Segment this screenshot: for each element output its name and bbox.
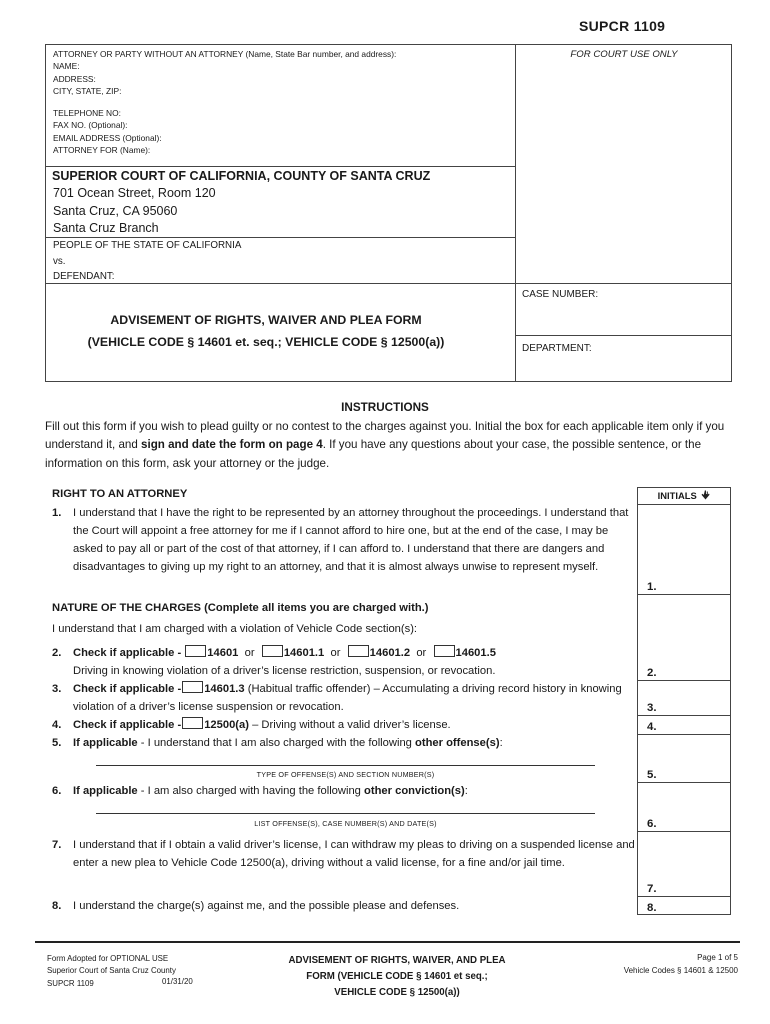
department-field[interactable]: [516, 335, 732, 382]
initials-box-6[interactable]: 6.: [638, 783, 730, 832]
title-block: [46, 283, 516, 382]
case-number-field[interactable]: [516, 283, 732, 335]
footer-form-title: ADVISEMENT OF RIGHTS, WAIVER, AND PLEA FORM (VEHICLE CODE § 14601 et seq.; VEHICLE CODE § 12500(a)): [288, 955, 506, 998]
item-1-number: 1.: [52, 507, 62, 519]
form-number: SUPCR 1109: [579, 18, 666, 34]
item-1-text: I understand that I have the right to be represented by an attorney throughout the proceedings. I understand that the Court will appoint a free attorney for me if I cannot afford to hire one, but at the end of the case, I may be asked to pay all or part of the cost of that attorney, if I can afford to. I understand that there are dangers and disadvantages to giving up my right to an attorney, and that it is almost always unwise to represent myself.: [73, 507, 629, 573]
attorney-for-label: ATTORNEY FOR (Name):: [53, 145, 151, 156]
item-8: [52, 897, 638, 915]
item-2: 2. Check if applicable - 14601 or 14601.1 or 14601.2 or 14601.5 Driving in knowing violation of a driver’s license restriction, suspension, or revocation.: [52, 644, 638, 680]
email-label: EMAIL ADDRESS (Optional):: [53, 132, 162, 143]
initials-box-2[interactable]: 2.: [638, 595, 730, 681]
charged-intro: I understand that I am charged with a violation of Vehicle Code section(s):: [52, 623, 418, 635]
item-2-number: 2.: [52, 647, 62, 659]
department-label: DEPARTMENT:: [522, 343, 592, 354]
item-8-text: I understand the charge(s) against me, and the possible please and defenses.: [73, 900, 460, 912]
item-8-number: 8.: [52, 900, 62, 912]
item-7-text: I understand that if I obtain a valid driver’s license, I can withdraw my pleas to driving on a suspended license and enter a new plea to Vehicle Code 12500(a), driving without a valid license, for a fine and/or jail time.: [73, 839, 635, 869]
name-label: NAME:: [53, 61, 80, 72]
telephone-label: TELEPHONE NO:: [53, 108, 121, 119]
footer-left: Form Adopted for OPTIONAL USE Superior Court of Santa Cruz County SUPCR 1109: [47, 954, 176, 988]
other-offenses-line[interactable]: [96, 765, 595, 766]
other-offenses-caption: TYPE OF OFFENSE(S) AND SECTION NUMBER(S): [256, 770, 435, 779]
initials-box-7[interactable]: 7.: [638, 832, 730, 897]
court-use-label: FOR COURT USE ONLY: [570, 49, 678, 60]
item-5-number: 5.: [52, 737, 62, 749]
item-5: 5. If applicable - I understand that I am also charged with the following other offense(s):: [52, 734, 638, 752]
initials-box-1[interactable]: 1.: [638, 505, 730, 595]
court-street: 701 Ocean Street, Room 120: [53, 186, 216, 200]
fax-label: FAX NO. (Optional):: [53, 120, 128, 131]
vs-label: vs.: [53, 256, 66, 267]
checkbox-12500a[interactable]: [182, 717, 203, 729]
caption-left-column: [46, 45, 516, 381]
plaintiff-label: PEOPLE OF THE STATE OF CALIFORNIA: [53, 240, 242, 251]
section-right-to-attorney: RIGHT TO AN ATTORNEY: [52, 488, 188, 500]
footer-right: [560, 951, 738, 977]
footer-revision-date: 01/31/20: [162, 977, 193, 986]
court-name: SUPERIOR COURT OF CALIFORNIA, COUNTY OF SANTA CRUZ: [52, 169, 431, 183]
hand-down-icon: [701, 490, 710, 500]
item-4: 4. Check if applicable - 12500(a) – Driving without a valid driver’s license.: [52, 716, 638, 734]
initials-box-5[interactable]: 5.: [638, 735, 730, 783]
checkbox-14601-5[interactable]: [434, 645, 455, 657]
court-city: Santa Cruz, CA 95060: [53, 204, 178, 218]
city-state-zip-label: CITY, STATE, ZIP:: [53, 85, 122, 96]
initials-box-4[interactable]: 4.: [638, 716, 730, 735]
section-nature-of-charges: NATURE OF THE CHARGES (Complete all items you are charged with.): [52, 602, 429, 614]
defendant-label: DEFENDANT:: [53, 271, 115, 282]
item-1: [52, 504, 638, 576]
footer-vehicle-codes: Vehicle Codes § 14601 & 12500: [623, 966, 738, 975]
checkbox-14601-3[interactable]: [182, 681, 203, 693]
item-6: 6. If applicable - I am also charged with having the following other conviction(s):: [52, 782, 638, 800]
page-indicator: Page 1 of 5: [697, 953, 738, 962]
caption-header: [45, 44, 732, 382]
item-3-number: 3.: [52, 683, 62, 695]
initials-box-8[interactable]: 8.: [647, 902, 657, 914]
address-label: ADDRESS:: [53, 73, 96, 84]
item-6-number: 6.: [52, 785, 62, 797]
court-block: [46, 166, 516, 237]
caption-right-column: [516, 45, 732, 381]
checkbox-14601-1[interactable]: [262, 645, 283, 657]
item-2-text: Driving in knowing violation of a driver’s license restriction, suspension, or revocation.: [73, 665, 496, 677]
item-3-text: (Habitual traffic offender) – Accumulating a driving record history in knowing violation of a driver’s license suspension or revocation.: [73, 683, 622, 713]
initials-box-3[interactable]: 3.: [638, 681, 730, 716]
case-number-label: CASE NUMBER:: [522, 289, 599, 300]
form-subtitle: (VEHICLE CODE § 14601 et. seq.; VEHICLE CODE § 12500(a)): [87, 335, 445, 349]
instructions-text: Fill out this form if you wish to plead guilty or no contest to the charges against you. Initial the box for each applicable item only if you understand it, and sign and date the form on page 4. If you have any questions about your case, the possible sentence, or the information on this form, ask your attorney or the judge.: [45, 420, 725, 470]
parties-block[interactable]: [46, 237, 516, 283]
instructions-heading: INSTRUCTIONS: [341, 401, 429, 414]
item-4-text: – Driving without a valid driver’s license.: [248, 719, 451, 731]
checkbox-14601-2[interactable]: [348, 645, 369, 657]
other-convictions-line[interactable]: [96, 813, 595, 814]
item-7: [52, 836, 638, 872]
other-convictions-caption: LIST OFFENSE(S), CASE NUMBER(S) AND DATE(S): [254, 819, 437, 828]
item-3: 3. Check if applicable - 14601.3 (Habitual traffic offender) – Accumulating a driving record history in knowing violation of a driver’s license suspension or revocation.: [52, 680, 638, 716]
checkbox-14601[interactable]: [185, 645, 206, 657]
court-branch: Santa Cruz Branch: [53, 221, 159, 235]
attorney-heading: ATTORNEY OR PARTY WITHOUT AN ATTORNEY (Name, State Bar number, and address):: [53, 49, 397, 59]
form-title: ADVISEMENT OF RIGHTS, WAIVER AND PLEA FORM: [110, 313, 422, 327]
initials-column: [637, 487, 731, 915]
initials-header: INITIALS: [638, 488, 730, 505]
attorney-block[interactable]: [53, 48, 513, 156]
footer-divider: [35, 941, 740, 943]
item-4-number: 4.: [52, 719, 62, 731]
item-7-number: 7.: [52, 839, 62, 851]
